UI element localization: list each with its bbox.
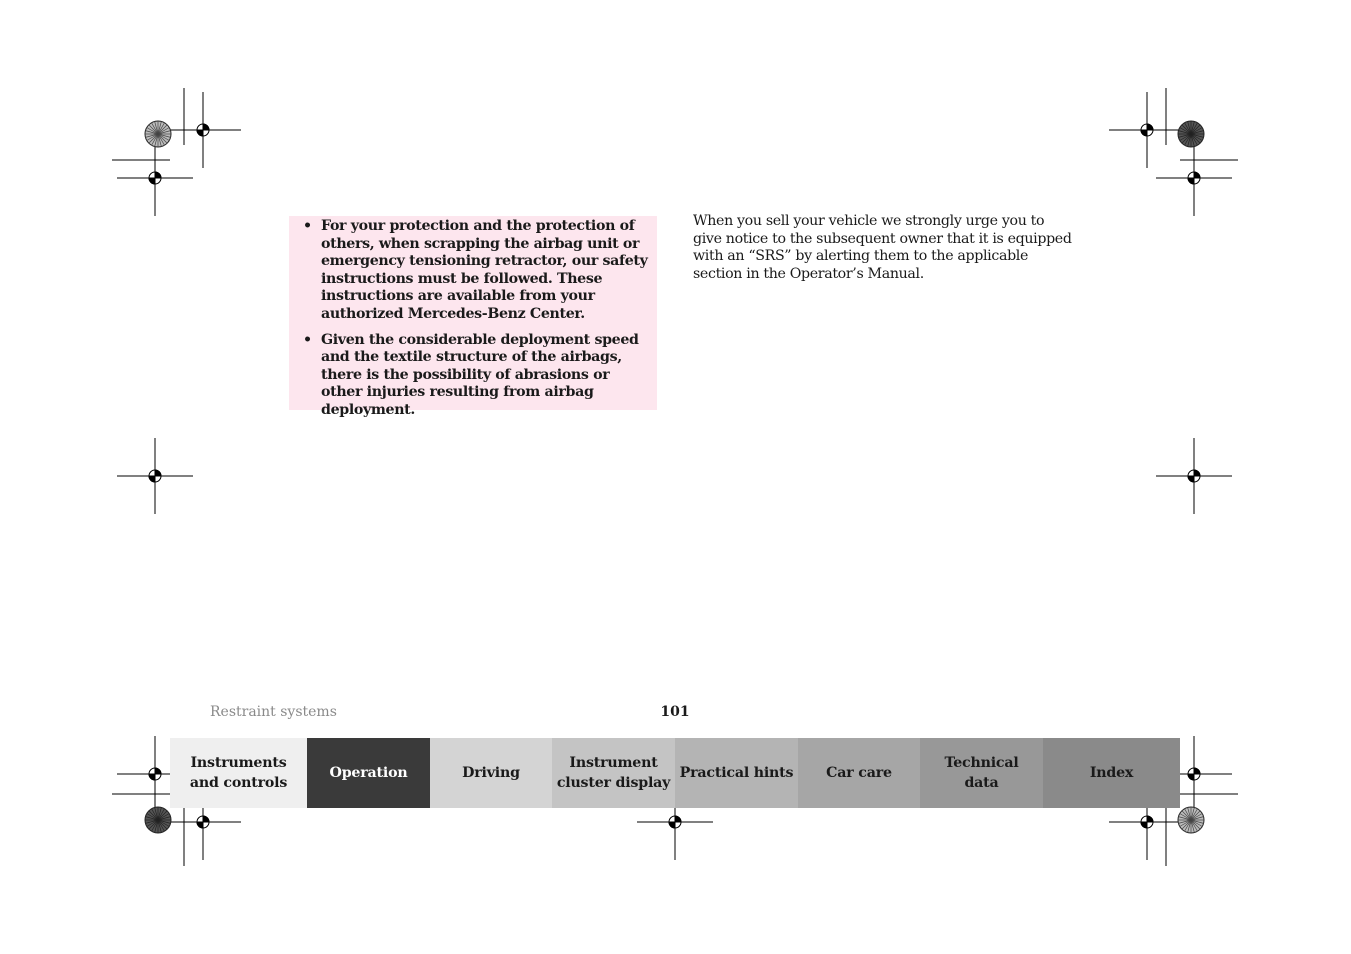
bullet-icon: • xyxy=(303,218,312,234)
warning-item xyxy=(303,332,649,420)
tab-driving[interactable]: Driving xyxy=(430,738,552,808)
tab-instruments-and-controls[interactable]: Instruments and controls xyxy=(170,738,307,808)
registration-target-icon xyxy=(117,438,193,514)
registration-starburst-icon xyxy=(145,807,171,833)
bullet-icon: • xyxy=(303,331,312,348)
body-paragraph: When you sell your vehicle we strongly urge you to give notice to the subsequent owner that it is equipped with an “SRS” by alerting them to the applicable section in the Operator’s Manual. xyxy=(693,213,1072,282)
registration-target-icon xyxy=(1156,140,1232,216)
tab-operation[interactable]: Operation xyxy=(307,738,430,808)
registration-starburst-icon xyxy=(145,121,171,147)
registration-target-icon xyxy=(1109,92,1185,168)
tab-instrument-cluster-display[interactable]: Instrument cluster display xyxy=(552,738,675,808)
warning-list xyxy=(303,218,649,420)
warning-item-text: For your protection and the protection of others, when scrapping the airbag unit or emergency tensioning retractor, our safety instructions must be followed. These instructions are available from your authorized Mercedes-Benz Center. xyxy=(321,218,648,322)
tab-practical-hints[interactable]: Practical hints xyxy=(675,738,798,808)
warning-item-text: Given the considerable deployment speed and the textile structure of the airbags, there is the possibility of abrasions or other injuries resulting from airbag deployment. xyxy=(321,331,639,418)
section-nav-bar xyxy=(170,738,1180,808)
registration-target-icon xyxy=(165,92,241,168)
registration-target-icon xyxy=(117,140,193,216)
warning-box xyxy=(289,216,657,418)
tab-car-care[interactable]: Car care xyxy=(798,738,920,808)
tab-index[interactable]: Index xyxy=(1043,738,1180,808)
registration-starburst-icon xyxy=(1178,121,1204,147)
registration-target-icon xyxy=(1156,438,1232,514)
tab-technical-data[interactable]: Technical data xyxy=(920,738,1043,808)
section-title: Restraint systems xyxy=(210,704,337,720)
warning-item xyxy=(303,218,649,324)
page-number: 101 xyxy=(660,704,690,720)
registration-starburst-icon xyxy=(1178,807,1204,833)
